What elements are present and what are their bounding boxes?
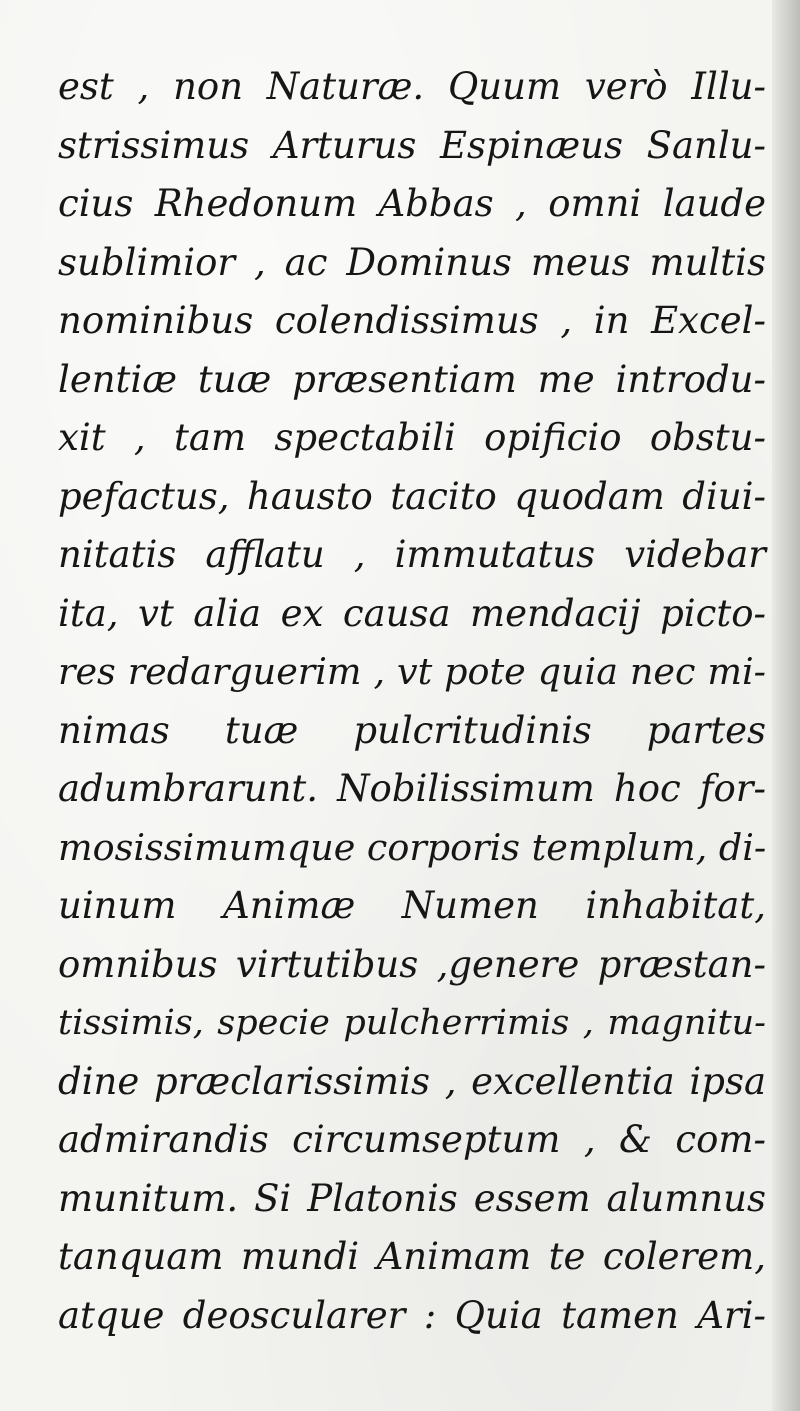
text-line: tissimis, specie pulcherrimis , magnitu-	[58, 1003, 766, 1043]
text-line: xit , tam spectabili opificio obstu-	[58, 416, 766, 459]
text-block	[58, 58, 766, 1345]
text-line: atque deoscularer : Quia tamen Ari-	[58, 1293, 766, 1337]
text-line: admirandis circumseptum , & com-	[58, 1118, 766, 1161]
text-line: lentiæ tuæ præsentiam me introdu-	[58, 357, 766, 401]
text-line: sublimior , ac Dominus meus multis	[58, 240, 766, 284]
text-line: tanquam mundi Animam te colerem,	[58, 1235, 766, 1278]
text-line: adumbrarunt. Nobilissimum hoc for-	[58, 767, 766, 810]
text-line: est , non Naturæ. Quum verò Illu-	[58, 65, 766, 108]
text-line: ita, vt alia ex causa mendacij picto-	[58, 591, 766, 635]
text-line: nitatis afflatu , immutatus videbar	[58, 533, 766, 576]
text-line: nominibus colendissimus , in Excel-	[58, 299, 766, 342]
text-line: dine præclarissimis , excellentia ipsa	[58, 1059, 766, 1103]
text-line: res redarguerim , vt pote quia nec mi-	[58, 650, 766, 693]
text-line: omnibus virtutibus ,genere præstan-	[58, 942, 766, 986]
text-line: cius Rhedonum Abbas , omni laude	[58, 182, 766, 225]
text-line: pefactus, hausto tacito quodam diui-	[58, 474, 766, 518]
text-line: uinum Animæ Numen inhabitat,	[58, 884, 766, 927]
text-line: strissimus Arturus Espinæus Sanlu-	[58, 123, 766, 167]
text-line: mosissimumque corporis templum, di-	[58, 825, 767, 869]
text-line: nimas tuæ pulcritudinis partes	[58, 708, 766, 752]
text-line: munitum. Si Platonis essem alumnus	[58, 1176, 766, 1220]
page-edge	[772, 0, 800, 1411]
